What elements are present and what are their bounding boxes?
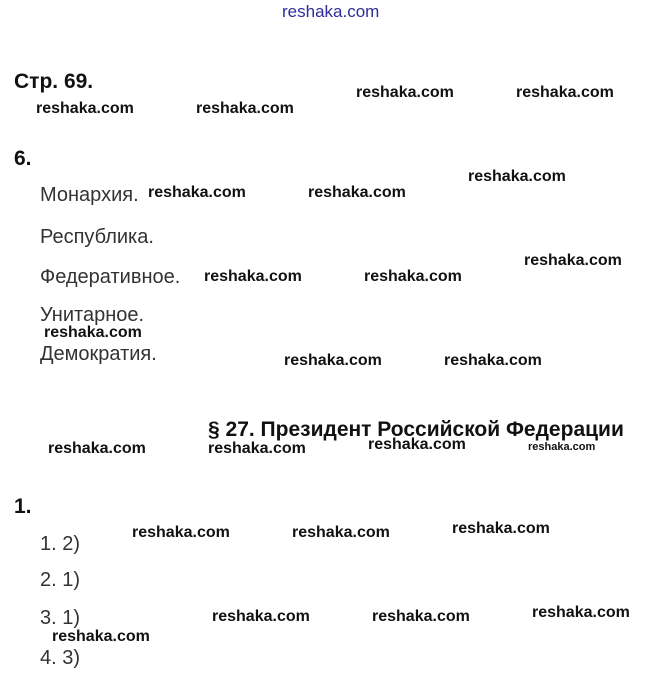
watermark: reshaka.com <box>36 100 134 117</box>
watermark: reshaka.com <box>212 608 310 625</box>
task-1-answer: 1. 2) <box>40 533 81 555</box>
watermark: reshaka.com <box>368 436 466 453</box>
task-6-item: Монархия. <box>40 184 139 206</box>
task-1-number: 1. <box>14 495 32 518</box>
task-6-number: 6. <box>14 147 32 170</box>
task-1-answer: 3. 1) <box>40 607 81 629</box>
watermark: reshaka.com <box>528 441 596 453</box>
watermark: reshaka.com <box>284 352 382 369</box>
task-1-answer: 4. 3) <box>40 647 81 669</box>
watermark: reshaka.com <box>532 604 630 621</box>
task-6-item: Федеративное. <box>40 266 181 288</box>
watermark: reshaka.com <box>148 184 246 201</box>
watermark: reshaka.com <box>524 252 622 269</box>
task-6-item: Унитарное. <box>40 304 145 326</box>
watermark: reshaka.com <box>48 440 146 457</box>
task-1-answer: 2. 1) <box>40 569 81 591</box>
watermark: reshaka.com <box>364 268 462 285</box>
watermark: reshaka.com <box>196 100 294 117</box>
section-title: § 27. Президент Российской Федерации <box>208 418 624 441</box>
watermark: reshaka.com <box>372 608 470 625</box>
watermark: reshaka.com <box>516 84 614 101</box>
watermark: reshaka.com <box>132 524 230 541</box>
task-6-item: Республика. <box>40 226 154 248</box>
watermark: reshaka.com <box>52 628 150 645</box>
watermark: reshaka.com <box>208 440 306 457</box>
watermark: reshaka.com <box>44 324 142 341</box>
watermark: reshaka.com <box>452 520 550 537</box>
watermark: reshaka.com <box>308 184 406 201</box>
task-6-item: Демократия. <box>40 343 157 365</box>
watermark: reshaka.com <box>292 524 390 541</box>
watermark: reshaka.com <box>356 84 454 101</box>
watermark: reshaka.com <box>204 268 302 285</box>
page-label: Стр. 69. <box>14 70 94 93</box>
watermark: reshaka.com <box>468 168 566 185</box>
watermark: reshaka.com <box>444 352 542 369</box>
site-header: reshaka.com <box>282 2 380 21</box>
